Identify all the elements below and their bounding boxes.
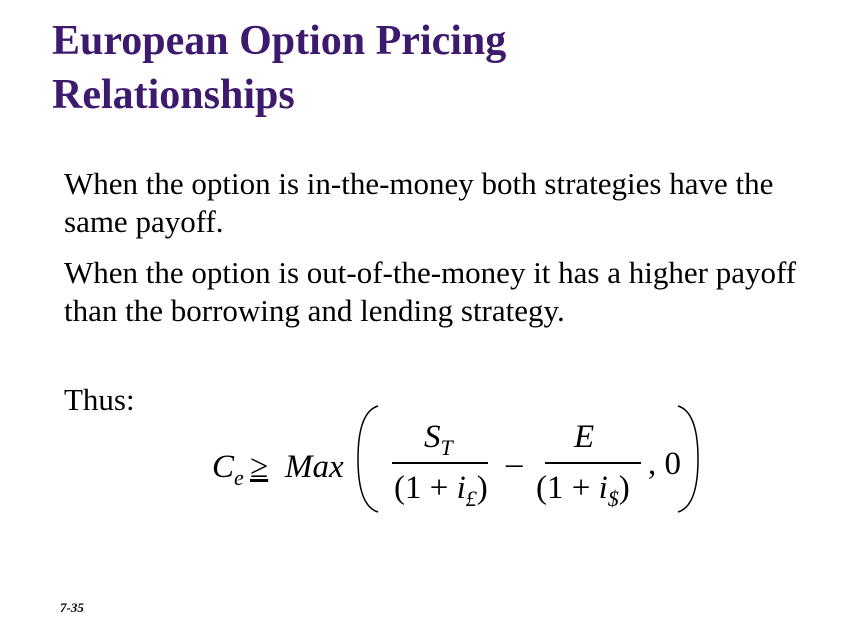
den1-subscript: £ [465, 486, 477, 511]
fraction2-bar [545, 462, 641, 464]
den2-i: i [598, 470, 608, 506]
formula-s-subscript: T [440, 435, 453, 460]
formula-s: S [424, 419, 441, 455]
den2-subscript: $ [607, 486, 619, 511]
formula-lhs [212, 449, 244, 488]
title-line-1: European Option Pricing [52, 18, 507, 64]
formula-max: Max [285, 449, 344, 485]
paragraph-out-of-the-money: When the option is out-of-the-money it has a higher payoff than the borrowing and lending strategy. [64, 255, 797, 328]
formula-tail: , 0 [648, 446, 681, 482]
fraction1-denominator [394, 470, 488, 509]
den2-open: (1 + [536, 470, 599, 506]
paragraph-in-the-money: When the option is in-the-money both strategies have the same payoff. [64, 166, 774, 239]
den2-close: ) [618, 470, 630, 506]
formula-c: C [212, 449, 235, 485]
den1-close: ) [476, 470, 488, 506]
formula-c-subscript: e [234, 465, 244, 490]
formula-relation: ≥ [250, 449, 269, 485]
fraction1-bar [392, 462, 488, 464]
right-bracket-icon [674, 404, 704, 514]
den1-open: (1 + [394, 470, 457, 506]
paragraph-thus: Thus: [64, 382, 135, 417]
den1-i: i [456, 470, 466, 506]
title-line-2: Relationships [52, 72, 295, 118]
fraction2-numerator: E [574, 419, 595, 455]
fraction2-denominator [536, 470, 630, 509]
formula-minus: – [506, 446, 523, 482]
slide-number: 7-35 [60, 600, 84, 615]
fraction1-numerator [424, 419, 453, 458]
left-bracket-icon [352, 404, 382, 514]
